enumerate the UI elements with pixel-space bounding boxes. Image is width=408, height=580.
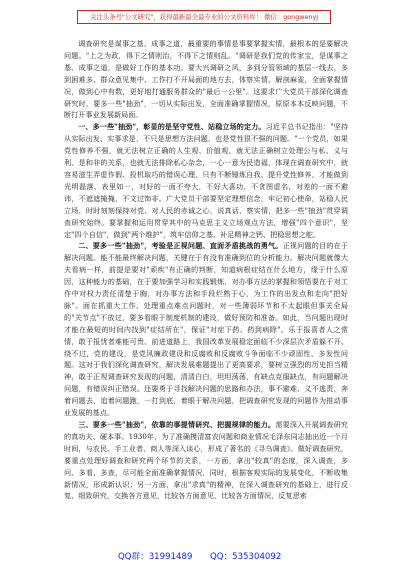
document-body	[64, 38, 348, 534]
paragraph-section-1	[64, 121, 348, 240]
paragraph-text: 正视问题的目的在于解决问题。能不能最终解决问题，关键在于有没有准确到位的分析能力。解决问题就像大夫看病一样，前提是要对"顽疾"有正确的判断，知道病根症结在什么地方，缘于什么原因，这种能力的基础，在于要加强学习和实践锻炼，对办事方法的掌握和领悟要在于对工作中对权力责任清楚于胸，对办事方法和手段烂熟于心，为工作的出发点和走向"把好脉"。面在抓重大工作、处理重点难点问题时，对一些薄弱环节和不太起眼但事关全局的"关节点"不放过，要多看眼于制度机制的建设，做好预防和准备。如此，当问题出现时才能在最短的时间内找到"症结所在"，保证"对症下药、药到病除"。乐于报喜者人之常情，敢于报忧者难能可贵。前进道路上，我国改革发展稳定面临不少深层次矛盾躲不开、绕不过，党的建设，是党风廉政建设和反腐败和反腐败斗争面临不少顽固性、多发性问题。这对于我们深化调查研究，解决发展难题提出了更高要求，要树立强烈的历史担当精神，敢于正视调查研究发现的问题，清清白白，坦坦荡荡，有缺点克服缺点，有问题解决问题，有错误纠正错误。还要勇于寻找解决问题的思路和办法，事不避难、义不逃责，奔着问题去，追着问题跑，一打到底，着眼于解决问题，把调查研究发现的问题作为推动事业发展的基点。	[64, 241, 348, 418]
qq-group-text: QQ群：31991489	[118, 552, 193, 562]
paragraph-text: 习近平总书记指出："坚持从实际出发、实事求是，不只是思想方法问题，也是党性很不强的问题。"一个党员，如果党性修养不强，就无法树立正确的人生观、价值观，就无法正确树立处理公与私、义与利、是和非的关系，也就无法排除私心杂念，一心一意为民造福，体现在调查研究中，就容易滋生弄虚作假、投机取巧的错误心理，只有不断锤炼自我、提升党性修养，才能做到光明磊落、表里如一，对好的一面不夸大，不好大喜功，不贪图虚名，对差的一面不避讳，不遮遮掩掩，不文过饰非。广大党员干部要坚定理想信念，牢记初心使命，站稳人民立场，时时刻刻保持对党、对人民的赤诚之心，说真话、察实情，把多一些"抽劲"贯穿调查研究始终。要掌握和运用贯穿其中的马克思主义立场观点方法，增强"四个意识"，坚定"四个自信"，做到"两个维护"，筑牢信仰之基、补足精神之钙、把稳思想之舵。	[64, 122, 348, 239]
section-heading: 三、要多一些"抽劲"，依靠的事提情研究、把握规律的能力。	[78, 420, 276, 429]
paragraph-text: 调查研究是谋事之基、成事之道，最重要的事情是事要掌握实情，最根本的是要解决问题。"上之为政，得下之情则治，不得下之情则乱。"调研是我们党的传家宝，是谋事之基、成事之道，是做好工作的基本功。要大兴调研之风，多到分管领域的基层一线去，多到困难多、群众意见集中、工作打不开局面的地方去，体察实情、解剖麻雀，全面掌握情况，做到心中有数，更好地打通服务群众的"最后一公里"。这要求广大党员干部深化调查研究时，要多一些"抽劲"，一切从实际出发，全面准确掌握情况，原原本本反映问题，不断打开事业发展新局面。	[64, 39, 348, 120]
section-heading: 二、要多一些"抽劲"，考验是正视问题、直面矛盾挑战的勇气。	[78, 241, 283, 251]
section-heading: 一、多一些"抽劲"，彰显的是坚守党性、站稳立场的定力。	[78, 122, 266, 132]
paragraph-section-3	[64, 419, 348, 502]
footer-contact	[0, 550, 408, 564]
paragraph-section-2	[64, 240, 348, 419]
header-banner: 关注头条号"公文研究"，获得最新最全最专业的公文资料库！ 微信：gongwenyj	[77, 10, 331, 24]
paragraph-intro	[64, 38, 348, 121]
qq-contact-text: QQ：535304092	[210, 552, 282, 562]
paragraph-text: 需要深入开展调查研究的真功夫、硬本事。1930年，为了准确摸清富农问题和商业情况毛泽东同志抽出近一个月时间，与农民、手工业者、商人等深入谈心，形成了著名的《寻乌调查》。做好调查研究，要重点处理好调查和研究两个环节的关系，一方面，拿出"较真"的态度，深入调查，多问、多看、多查，尽可能全面准确掌握情况，同时，根据客观实际的发展变化，不断收集新情况，形成新认识；另一方面，拿出"求真"的精神，在深入调查研究的基础上，进行反复、细致研究，交换各方意见，比较各方面意见，比较各方面情况，反复思索	[64, 420, 348, 501]
